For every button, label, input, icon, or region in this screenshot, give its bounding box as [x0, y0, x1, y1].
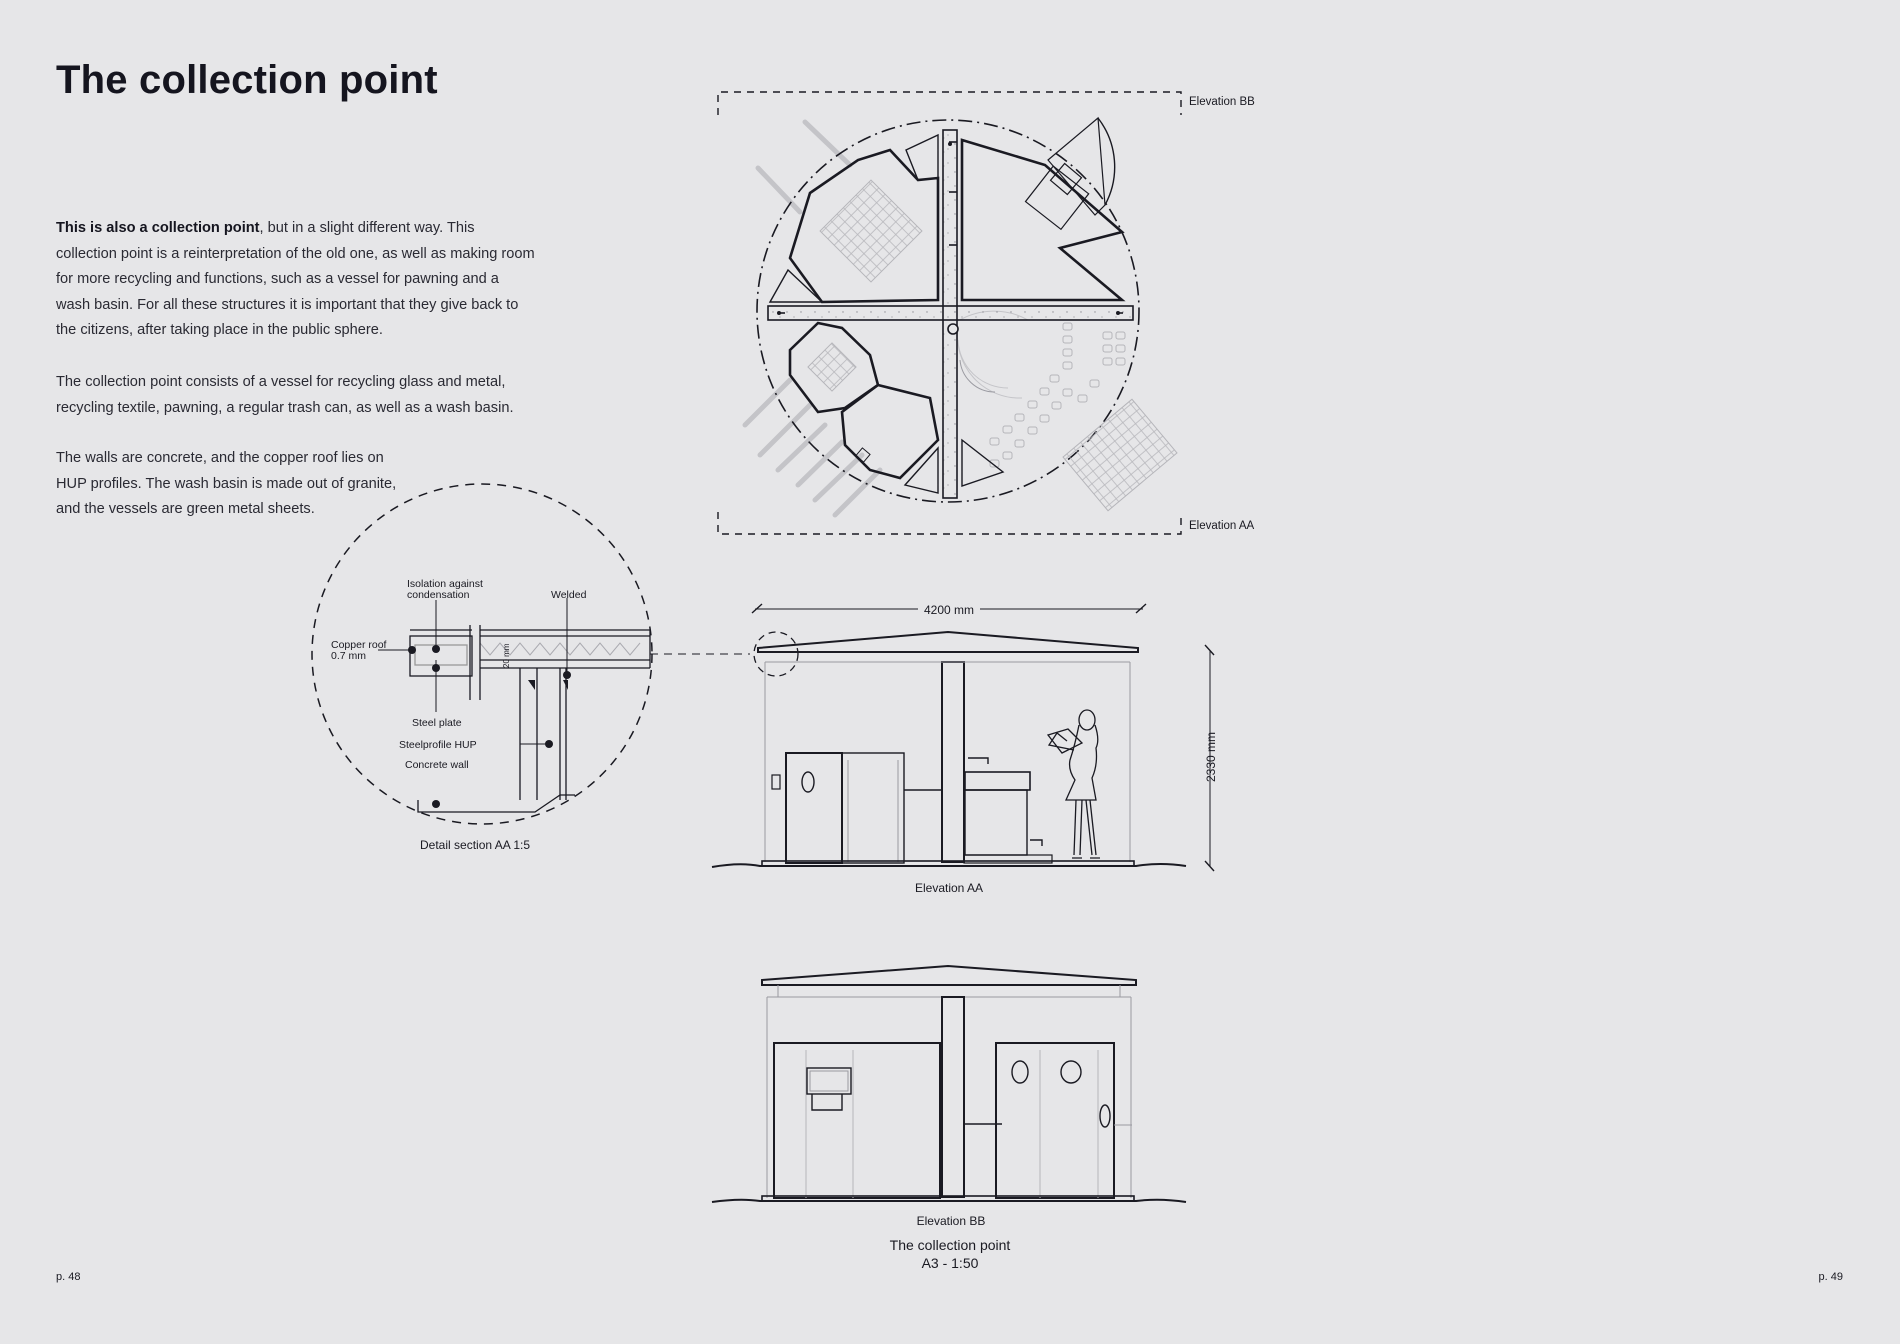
page-number-right: p. 49	[1818, 1271, 1843, 1283]
materials-paragraph: The walls are concrete, and the copper roof lies on HUP profiles. The wash basin is made out of granite, and the vessels are green metal sheets.	[56, 450, 397, 518]
label-steelprofile: Steelprofile HUP	[399, 739, 477, 751]
elevation-aa-caption: Elevation AA	[914, 881, 984, 895]
elevation-aa-width: 4200 mm	[923, 603, 975, 617]
label-concrete-wall: Concrete wall	[405, 759, 469, 771]
intro-rest: , but in a slight different way. This collection point is a reinterpretation of the old one, as well as making room for more recycling and functions, such as a vessel for pawning and a wash basin. For all these structures it is important that they give back to the citizens, after taking place in the public sphere.	[56, 220, 535, 339]
sheet-caption-scale: A3 - 1:50	[921, 1255, 979, 1271]
detail-caption: Detail section AA 1:5	[420, 838, 531, 852]
label-isolation-2: condensation	[407, 589, 470, 601]
label-dim-20mm: 20 mm	[502, 643, 511, 668]
page-number-left: p. 48	[56, 1271, 81, 1283]
label-isolation-1: Isolation against	[407, 578, 483, 590]
intro-bold: This is also a collection point	[56, 220, 260, 236]
elevation-aa-height: 2330 mm	[1204, 731, 1218, 783]
plan-label-elevation-aa: Elevation AA	[1189, 520, 1255, 532]
label-steel-plate: Steel plate	[412, 717, 462, 729]
elevation-bb	[712, 966, 1186, 1228]
floor-plan	[718, 92, 1255, 534]
person-silhouette	[1048, 710, 1100, 858]
elevation-aa	[712, 602, 1218, 895]
sheet-caption-title: The collection point	[889, 1237, 1011, 1253]
label-welded: Welded	[551, 589, 587, 601]
label-copper-roof-1: Copper roof	[331, 639, 387, 651]
page-title: The collection point	[56, 58, 438, 102]
vessels-paragraph: The collection point consists of a vessel for recycling glass and metal, recycling textile, pawning, a regular trash can, as well as a wash basin.	[56, 374, 514, 416]
elevation-bb-caption: Elevation BB	[916, 1214, 986, 1228]
label-copper-roof-2: 0.7 mm	[331, 650, 367, 662]
detail-section	[312, 484, 750, 852]
plan-label-elevation-bb: Elevation BB	[1189, 96, 1255, 108]
sheet-caption	[850, 1236, 1050, 1272]
